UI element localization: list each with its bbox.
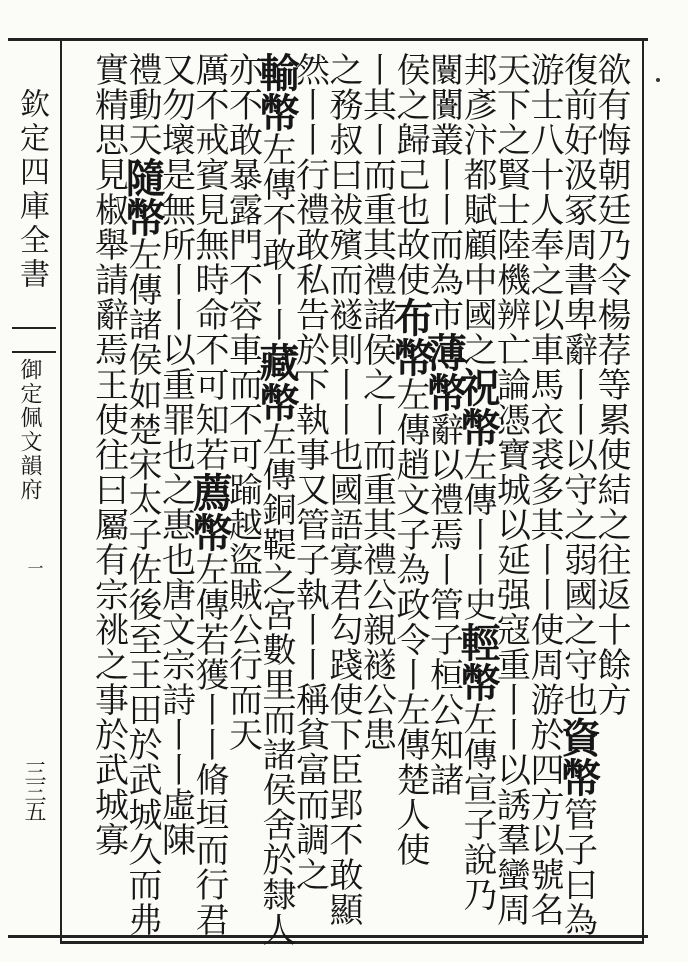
text-segment: 實精思 (88, 52, 129, 157)
text-segment: 左傳若獲丨丨脩垣而行君 (189, 552, 229, 937)
margin-strip (4, 40, 56, 935)
text-segment: 諸侯之丨而重其禮 (356, 297, 397, 577)
text-segment: 丨管子桓公知諸 (423, 552, 464, 797)
text-segment: 闤闠叢丨丨而為市 (423, 52, 464, 332)
text-segment: 欲有悔朝廷乃令楊荐等累使結之往返十餘方 (591, 52, 631, 717)
page-number: 三三五 (21, 760, 46, 820)
text-segment: 左傳不敢丨丨 (256, 132, 296, 342)
text-segment: 侯之歸己也故使 (390, 52, 430, 297)
headword: 隨幣 (119, 157, 166, 237)
margin-fishtail-divider (12, 327, 56, 353)
text-segment: 左傳諸侯如楚宋太子佐後至王田於武城久而弗 (122, 237, 162, 937)
book-title: 御定佩文韻府 (17, 358, 42, 502)
text-segment: 又勿壞是無所丨丨以重罪也 (155, 52, 196, 472)
text-segment: 之惠也唐文宗詩丨丨虛陳 (155, 472, 196, 857)
headword: 祝幣 (454, 367, 501, 447)
text-segment: 辭以禮焉 (423, 412, 464, 552)
text-segment: 左傳楚人使 (390, 692, 430, 867)
text-segment: 管子曰為 (557, 797, 598, 937)
text-segment: 復前好汲冢周書卑辭丨丨以守之弱國之守也 (557, 52, 598, 717)
text-segment: 之務叔曰祓殯而襚則丨丨也國語寡君勾踐使下臣郢不敢顯 (323, 52, 363, 927)
text-segment: 左傳丨丨史 (457, 447, 497, 622)
text-segment: 游士八十人奉之以車馬衣裘多其丨丨使周游於四方以號名 (524, 52, 564, 927)
text-segment: 禮動天 (122, 52, 162, 157)
headword: 布幣 (387, 297, 434, 377)
text-segment: 左傳趙文子為政令丨 (390, 377, 430, 692)
text-segment: 邦彥汴都賦顧中國之 (457, 52, 497, 367)
headword: 藏幣 (253, 342, 300, 422)
headword: 薦幣 (186, 472, 233, 552)
text-segment: 門不容車而不可踰越盜賊公行而天 (222, 227, 263, 752)
headword: 輸幣 (253, 52, 300, 132)
headword: 輕幣 (454, 622, 501, 702)
text-segment: 公親襚公患 (356, 577, 397, 752)
text-segment: 然丨丨行禮敢私告於下執事又管子執丨丨稱貧富而調之 (289, 52, 330, 892)
headword: 資幣 (554, 717, 602, 797)
corner-dot (656, 78, 660, 82)
text-segment: 左傳宣子說乃 (457, 702, 497, 912)
text-segment: 厲不戒賓見無時命不可知若 (189, 52, 229, 472)
juan-mark: 一 (25, 560, 44, 576)
series-title: 欽定四庫全書 (14, 88, 49, 292)
text-segment: 見椒舉請辭焉王使往曰屬有宗祧之事於武城寡 (88, 157, 129, 857)
text-segment: 天下之賢士陸機辨亡論憑寶城以延强寇重丨丨以誘羣蠻周 (490, 52, 531, 927)
text-column (80, 52, 138, 922)
text-segment: 左傳銅鞮之宮數里而諸侯舍於隸人 (256, 422, 296, 947)
text-segment: 亦不敢暴露 (222, 52, 263, 227)
text-segment: 丨其丨而重其禮 (356, 52, 397, 297)
headword: 薄幣 (420, 332, 468, 412)
